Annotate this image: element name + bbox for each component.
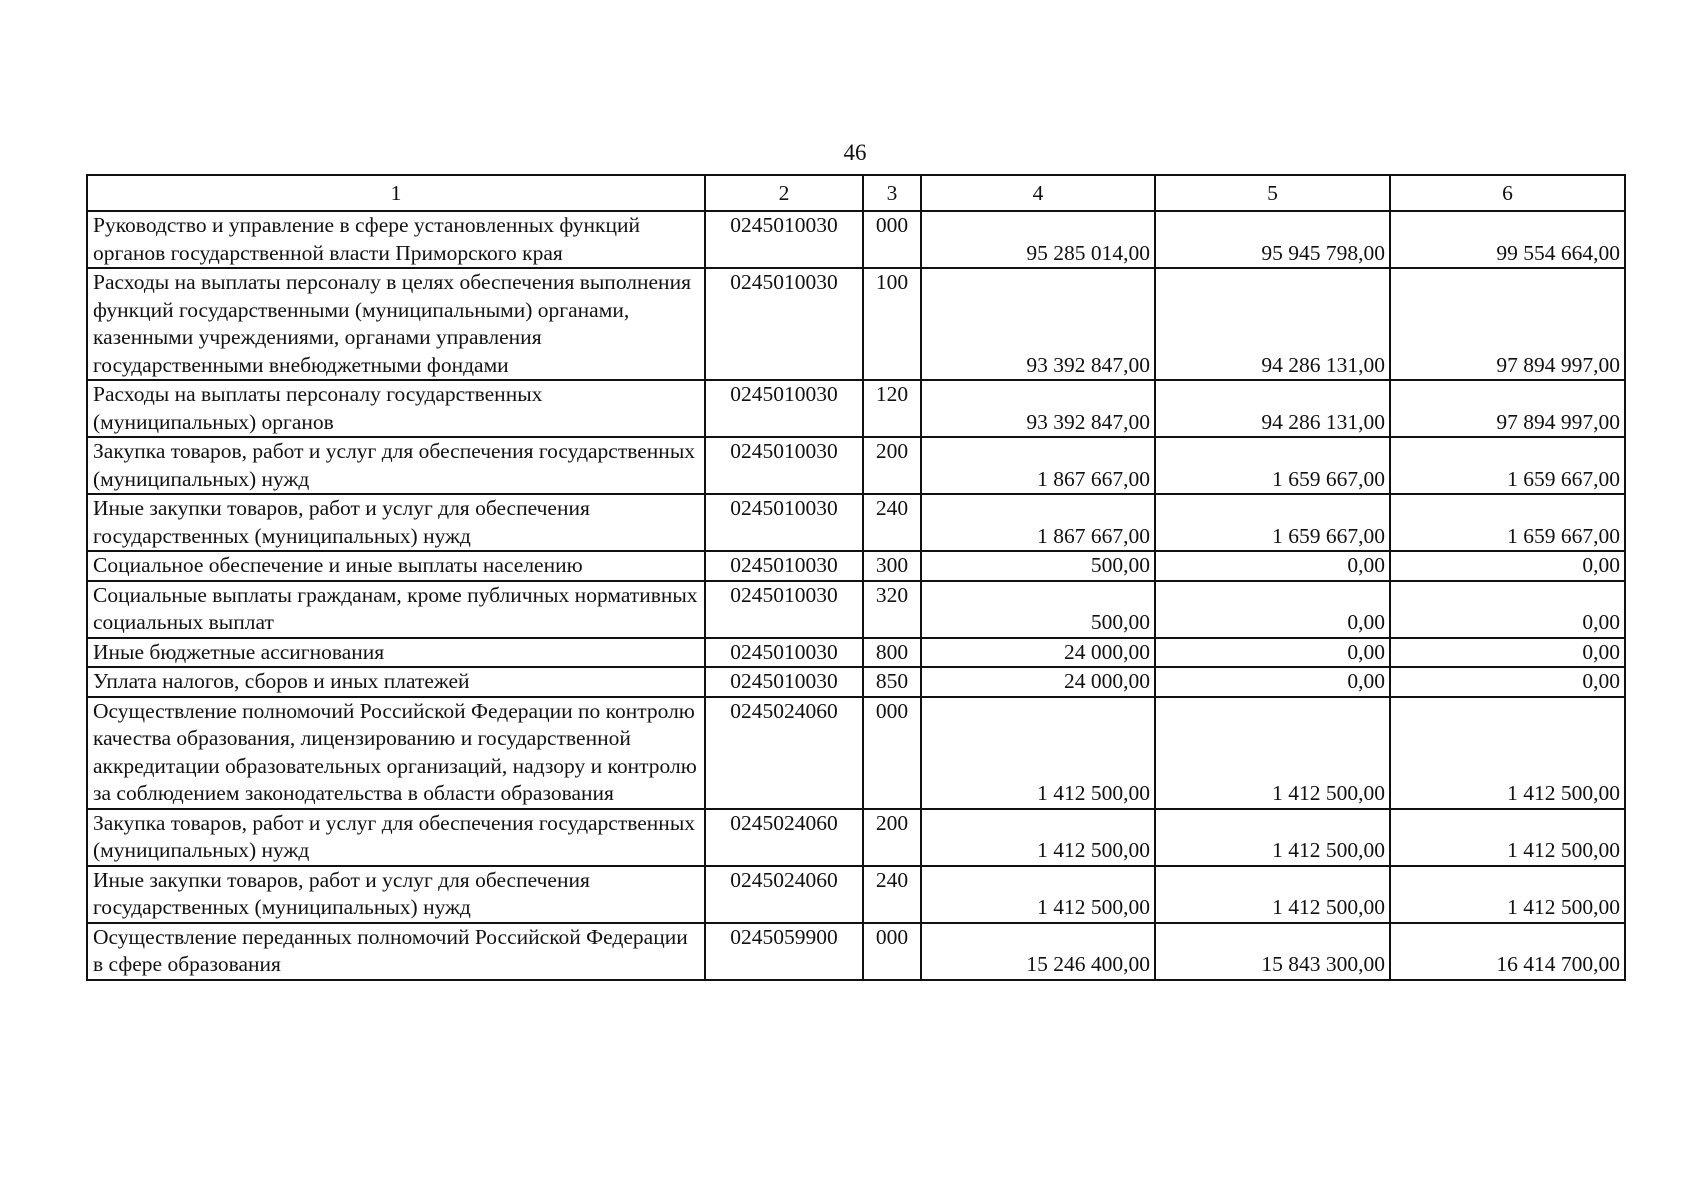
row-amount-4: 1 412 500,00 — [921, 809, 1155, 866]
row-amount-4: 93 392 847,00 — [921, 268, 1155, 380]
row-amount-5: 95 945 798,00 — [1155, 211, 1390, 268]
row-target-article: 0245010030 — [705, 581, 863, 638]
page-number: 46 — [843, 140, 867, 165]
row-amount-5: 94 286 131,00 — [1155, 380, 1390, 437]
row-amount-5: 0,00 — [1155, 551, 1390, 581]
table-row — [87, 380, 1625, 437]
row-target-article: 0245059900 — [705, 923, 863, 980]
row-expense-type: 320 — [863, 581, 921, 638]
row-amount-4: 500,00 — [921, 551, 1155, 581]
table-row — [87, 697, 1625, 809]
row-expense-type: 120 — [863, 380, 921, 437]
row-expense-type: 000 — [863, 697, 921, 809]
row-name: Иные закупки товаров, работ и услуг для обеспечения государственных (муниципальных) нужд — [87, 494, 705, 551]
row-name: Закупка товаров, работ и услуг для обеспечения государственных (муниципальных) нужд — [87, 809, 705, 866]
row-amount-4: 15 246 400,00 — [921, 923, 1155, 980]
row-name: Иные закупки товаров, работ и услуг для обеспечения государственных (муниципальных) нужд — [87, 866, 705, 923]
row-target-article: 0245010030 — [705, 667, 863, 697]
column-header-2: 2 — [705, 175, 863, 211]
row-amount-5: 1 659 667,00 — [1155, 437, 1390, 494]
row-target-article: 0245010030 — [705, 211, 863, 268]
row-amount-6: 1 659 667,00 — [1390, 437, 1625, 494]
row-amount-6: 97 894 997,00 — [1390, 268, 1625, 380]
row-name: Расходы на выплаты персоналу в целях обеспечения выполнения функций государственными (муниципальными) органами, казенными учреждениями, органами управления государственными внебюджетными фондами — [87, 268, 705, 380]
row-amount-6: 0,00 — [1390, 581, 1625, 638]
table-row — [87, 866, 1625, 923]
row-expense-type: 100 — [863, 268, 921, 380]
row-amount-6: 1 412 500,00 — [1390, 697, 1625, 809]
row-amount-5: 1 412 500,00 — [1155, 697, 1390, 809]
row-target-article: 0245010030 — [705, 437, 863, 494]
row-target-article: 0245010030 — [705, 638, 863, 668]
row-name: Осуществление полномочий Российской Федерации по контролю качества образования, лицензированию и государственной аккредитации образовательных организаций, надзору и контролю за соблюдением законодательства в области образования — [87, 697, 705, 809]
row-amount-4: 93 392 847,00 — [921, 380, 1155, 437]
row-amount-4: 24 000,00 — [921, 667, 1155, 697]
row-expense-type: 000 — [863, 211, 921, 268]
row-expense-type: 850 — [863, 667, 921, 697]
table-header — [87, 175, 1625, 211]
row-expense-type: 240 — [863, 494, 921, 551]
row-name: Руководство и управление в сфере установленных функций органов государственной власти Приморского края — [87, 211, 705, 268]
row-expense-type: 240 — [863, 866, 921, 923]
row-amount-6: 1 412 500,00 — [1390, 809, 1625, 866]
row-amount-5: 0,00 — [1155, 581, 1390, 638]
row-amount-5: 0,00 — [1155, 667, 1390, 697]
table-body — [87, 211, 1625, 980]
row-name: Уплата налогов, сборов и иных платежей — [87, 667, 705, 697]
row-target-article: 0245024060 — [705, 866, 863, 923]
row-amount-5: 1 412 500,00 — [1155, 809, 1390, 866]
table-row — [87, 667, 1625, 697]
row-target-article: 0245010030 — [705, 380, 863, 437]
row-name: Иные бюджетные ассигнования — [87, 638, 705, 668]
row-amount-4: 1 867 667,00 — [921, 437, 1155, 494]
row-amount-6: 99 554 664,00 — [1390, 211, 1625, 268]
row-amount-4: 500,00 — [921, 581, 1155, 638]
row-target-article: 0245010030 — [705, 551, 863, 581]
row-amount-5: 94 286 131,00 — [1155, 268, 1390, 380]
table-row — [87, 268, 1625, 380]
table-row — [87, 581, 1625, 638]
row-expense-type: 200 — [863, 437, 921, 494]
row-amount-5: 15 843 300,00 — [1155, 923, 1390, 980]
row-name: Осуществление переданных полномочий Российской Федерации в сфере образования — [87, 923, 705, 980]
row-amount-5: 1 659 667,00 — [1155, 494, 1390, 551]
row-target-article: 0245010030 — [705, 494, 863, 551]
row-amount-6: 0,00 — [1390, 551, 1625, 581]
row-amount-5: 0,00 — [1155, 638, 1390, 668]
table-row — [87, 923, 1625, 980]
table-row — [87, 211, 1625, 268]
row-amount-4: 24 000,00 — [921, 638, 1155, 668]
row-expense-type: 300 — [863, 551, 921, 581]
row-name: Расходы на выплаты персоналу государственных (муниципальных) органов — [87, 380, 705, 437]
row-amount-6: 97 894 997,00 — [1390, 380, 1625, 437]
column-header-1: 1 — [87, 175, 705, 211]
row-amount-4: 1 412 500,00 — [921, 697, 1155, 809]
column-header-4: 4 — [921, 175, 1155, 211]
header-row — [87, 175, 1625, 211]
row-amount-4: 1 867 667,00 — [921, 494, 1155, 551]
row-expense-type: 200 — [863, 809, 921, 866]
column-header-6: 6 — [1390, 175, 1625, 211]
row-name: Социальное обеспечение и иные выплаты населению — [87, 551, 705, 581]
row-name: Закупка товаров, работ и услуг для обеспечения государственных (муниципальных) нужд — [87, 437, 705, 494]
row-amount-6: 0,00 — [1390, 667, 1625, 697]
row-target-article: 0245010030 — [705, 268, 863, 380]
column-header-3: 3 — [863, 175, 921, 211]
row-amount-6: 16 414 700,00 — [1390, 923, 1625, 980]
row-amount-4: 95 285 014,00 — [921, 211, 1155, 268]
row-target-article: 0245024060 — [705, 697, 863, 809]
row-name: Социальные выплаты гражданам, кроме публичных нормативных социальных выплат — [87, 581, 705, 638]
budget-table — [86, 174, 1626, 981]
row-amount-6: 1 412 500,00 — [1390, 866, 1625, 923]
table-row — [87, 551, 1625, 581]
table-row — [87, 437, 1625, 494]
row-amount-6: 1 659 667,00 — [1390, 494, 1625, 551]
row-amount-4: 1 412 500,00 — [921, 866, 1155, 923]
column-header-5: 5 — [1155, 175, 1390, 211]
table-row — [87, 494, 1625, 551]
row-amount-5: 1 412 500,00 — [1155, 866, 1390, 923]
row-expense-type: 800 — [863, 638, 921, 668]
row-amount-6: 0,00 — [1390, 638, 1625, 668]
row-target-article: 0245024060 — [705, 809, 863, 866]
table-row — [87, 809, 1625, 866]
row-expense-type: 000 — [863, 923, 921, 980]
table-row — [87, 638, 1625, 668]
